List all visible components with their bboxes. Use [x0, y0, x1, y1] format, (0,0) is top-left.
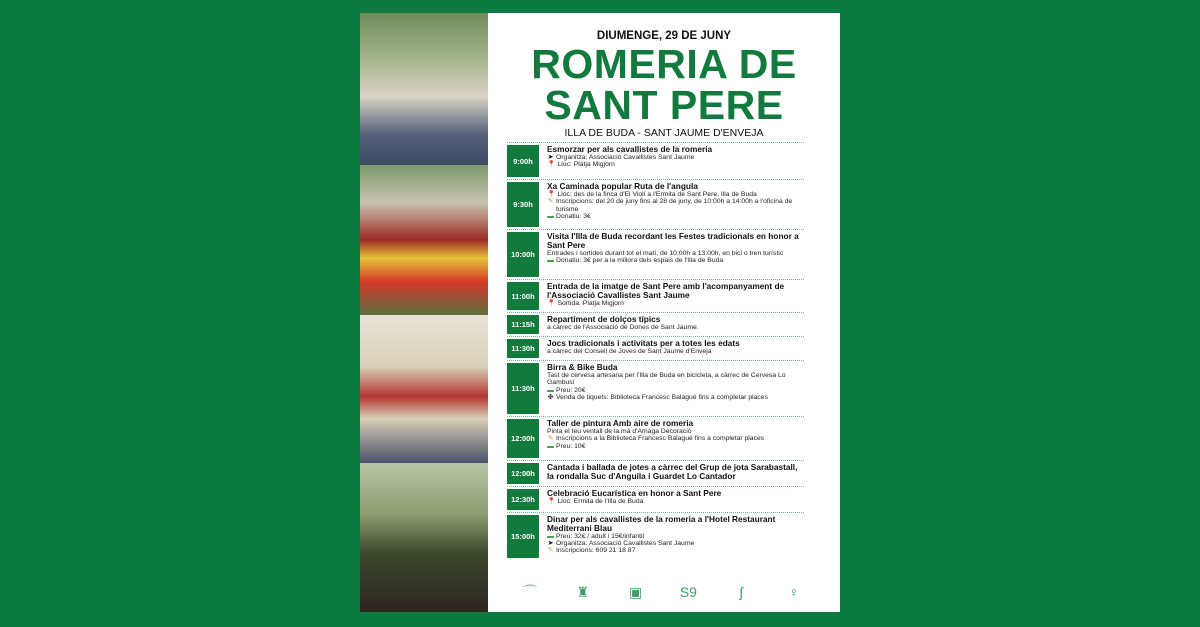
shield-logo: ▣ [628, 584, 643, 600]
pin-icon: 📍 [547, 497, 556, 505]
time-badge: 12:00h [507, 419, 539, 458]
time-badge: 12:30h [507, 489, 539, 510]
schedule-item [507, 179, 804, 227]
event-date: DIUMENGE, 29 DE JUNY [596, 30, 732, 42]
item-detail-text: Pinta el teu ventall de la mà d'Amaga Decoració [547, 427, 692, 435]
item-detail-text: Organitza: Associació Cavallistes Sant Jaume [556, 540, 695, 547]
item-detail [547, 372, 804, 387]
item-detail [547, 547, 804, 554]
time-badge: 11:30h [507, 339, 539, 358]
item-detail [547, 300, 804, 307]
item-detail-text: Preu: 10€ [556, 442, 586, 450]
item-detail [547, 540, 804, 547]
item-title: Esmorzar per als cavallistes de la romeria [547, 144, 713, 154]
pin-icon: 📍 [547, 299, 556, 307]
ajuntament-logo: ♜ [576, 584, 590, 600]
item-detail-text: Lloc: Platja Migjorn [557, 161, 615, 169]
schedule-item [507, 460, 804, 484]
item-detail-text: Inscripcions: del 20 de juny fins al 28 de juny, de 10:00h a 14:00h a l'oficina de turisme [556, 198, 793, 213]
item-detail-text: Lloc: Ermita de l'Illa de Buda [557, 497, 644, 505]
sj-logo: S9 [679, 584, 697, 600]
item-detail [547, 198, 804, 213]
schedule-item [507, 279, 804, 310]
schedule-item [507, 142, 804, 177]
time-badge: 11:00h [507, 282, 539, 310]
sponsor-logos [507, 579, 817, 605]
note-icon: ✎ [547, 435, 554, 443]
item-detail-text: Donatiu: 3€ per a la millora dels espais de l'Illa de Buda [556, 257, 724, 264]
schedule-list [507, 140, 804, 558]
item-detail [547, 435, 804, 442]
item-detail [547, 191, 804, 198]
item-detail [547, 213, 804, 220]
ticket-icon: ✤ [547, 394, 554, 402]
note-icon: ✎ [547, 198, 554, 206]
page-title [488, 41, 840, 128]
item-detail-text: a càrrec del Consell de Joves de Sant Jaume d'Enveja [547, 347, 712, 355]
item-title: Cantada i ballada de jotes a càrrec del Grup de jota Sarabastall, la rondalla Suc d'Anguila i Guardet Lo Cantador [547, 462, 798, 481]
time-badge: 9:30h [507, 182, 539, 227]
item-detail-text: Lloc: des de la finca d'El Violí a l'Ermita de Sant Pere, Illa de Buda [557, 190, 757, 198]
item-title: Visita l'Illa de Buda recordant les Festes tradicionals en honor a Sant Pere [547, 231, 799, 250]
title-line-1: ROMERIA DE [531, 41, 797, 87]
item-title: Taller de pintura Amb aire de romeria [547, 418, 694, 428]
time-badge: 11:30h [507, 363, 539, 414]
item-detail [547, 257, 804, 264]
item-detail-text: a càrrec de l'Associació de Dones de Sant Jaume. [547, 323, 699, 331]
photo-chapel-mass [360, 315, 488, 463]
photo-tourist-train [360, 165, 488, 315]
photo-horse-riders [360, 463, 488, 612]
item-detail-text: Organitza: Associació Cavallistes Sant Jaume [556, 153, 695, 161]
item-title: Xa Caminada popular Ruta de l'angula [547, 181, 698, 191]
pin-icon: 📍 [547, 161, 556, 169]
money-icon: ▬ [547, 386, 554, 394]
time-badge: 10:00h [507, 232, 539, 277]
event-location: ILLA DE BUDA - SANT JAUME D'ENVEJA [564, 127, 764, 139]
item-detail-text: Sortida: Platja Migjorn [557, 299, 624, 307]
associacio-dones-logo: ♀ [788, 584, 800, 600]
photo-dancers [360, 13, 488, 165]
item-detail-text: Venda de tiquets: Biblioteca Francesc Balagué fins a completar places [556, 394, 768, 402]
item-detail-text: Entrades i sortides durant tot el matí, de 10:00h a 13:00h, en bici o tren turístic [547, 249, 784, 257]
item-detail-text: Preu: 20€ [556, 386, 586, 394]
item-detail [547, 394, 804, 401]
title-line-2: SANT PERE [544, 82, 784, 128]
note-icon: ✎ [547, 547, 554, 555]
schedule-item [507, 312, 804, 334]
sant-jaume-enveja-logo: ⌒ [523, 584, 537, 600]
item-title: Celebració Eucarística en honor a Sant Pere [547, 488, 722, 498]
item-title: Entrada de la imatge de Sant Pere amb l'acompanyament de l'Associació Cavallistes Sant Jaume [547, 281, 785, 300]
item-detail [547, 348, 804, 355]
money-icon: ▬ [547, 532, 554, 540]
item-detail-text: Donatiu: 3€ [556, 213, 591, 221]
schedule-item [507, 512, 804, 558]
item-detail [547, 161, 804, 168]
pin-icon: 📍 [547, 190, 556, 198]
item-title: Repartiment de dolços típics [547, 314, 661, 324]
item-detail-text: Tast de cervesa artesana per l'Illa de Buda en bicicleta, a càrrec de Cervesa Lo Gambusí [547, 371, 786, 387]
schedule-item [507, 336, 804, 358]
item-detail [547, 324, 804, 331]
event-poster [360, 13, 840, 612]
money-icon: ▬ [547, 442, 554, 450]
money-icon: ▬ [547, 213, 554, 221]
item-detail [547, 428, 804, 435]
item-detail [547, 387, 804, 394]
item-detail [547, 498, 804, 505]
item-title: Jocs tradicionals i activitats per a totes les edats [547, 338, 740, 348]
item-title: Dinar per als cavallistes de la romeria a l'Hotel Restaurant Mediterrani Blau [547, 514, 776, 533]
item-detail [547, 154, 804, 161]
time-badge: 12:00h [507, 463, 539, 484]
item-detail [547, 443, 804, 450]
schedule-item [507, 486, 804, 510]
item-detail [547, 533, 804, 540]
schedule-item [507, 229, 804, 277]
arrow-icon: ➤ [547, 540, 554, 547]
time-badge: 15:00h [507, 515, 539, 558]
time-badge: 11:15h [507, 315, 539, 334]
schedule-item [507, 416, 804, 458]
time-badge: 9:00h [507, 145, 539, 177]
item-title: Birra & Bike Buda [547, 362, 618, 372]
item-detail [547, 250, 804, 257]
item-detail-text: Inscripcions a la Biblioteca Francesc Balagué fins a completar places [556, 435, 765, 443]
item-detail-text: Preu: 32€ / adult i 15€/infantil [556, 532, 645, 540]
money-icon: ▬ [547, 257, 554, 264]
schedule-item [507, 360, 804, 414]
horse-logo: ʃ [739, 584, 743, 600]
item-detail-text: Inscripcions: 609 21 18 87 [556, 547, 636, 555]
arrow-icon: ➤ [547, 153, 554, 161]
